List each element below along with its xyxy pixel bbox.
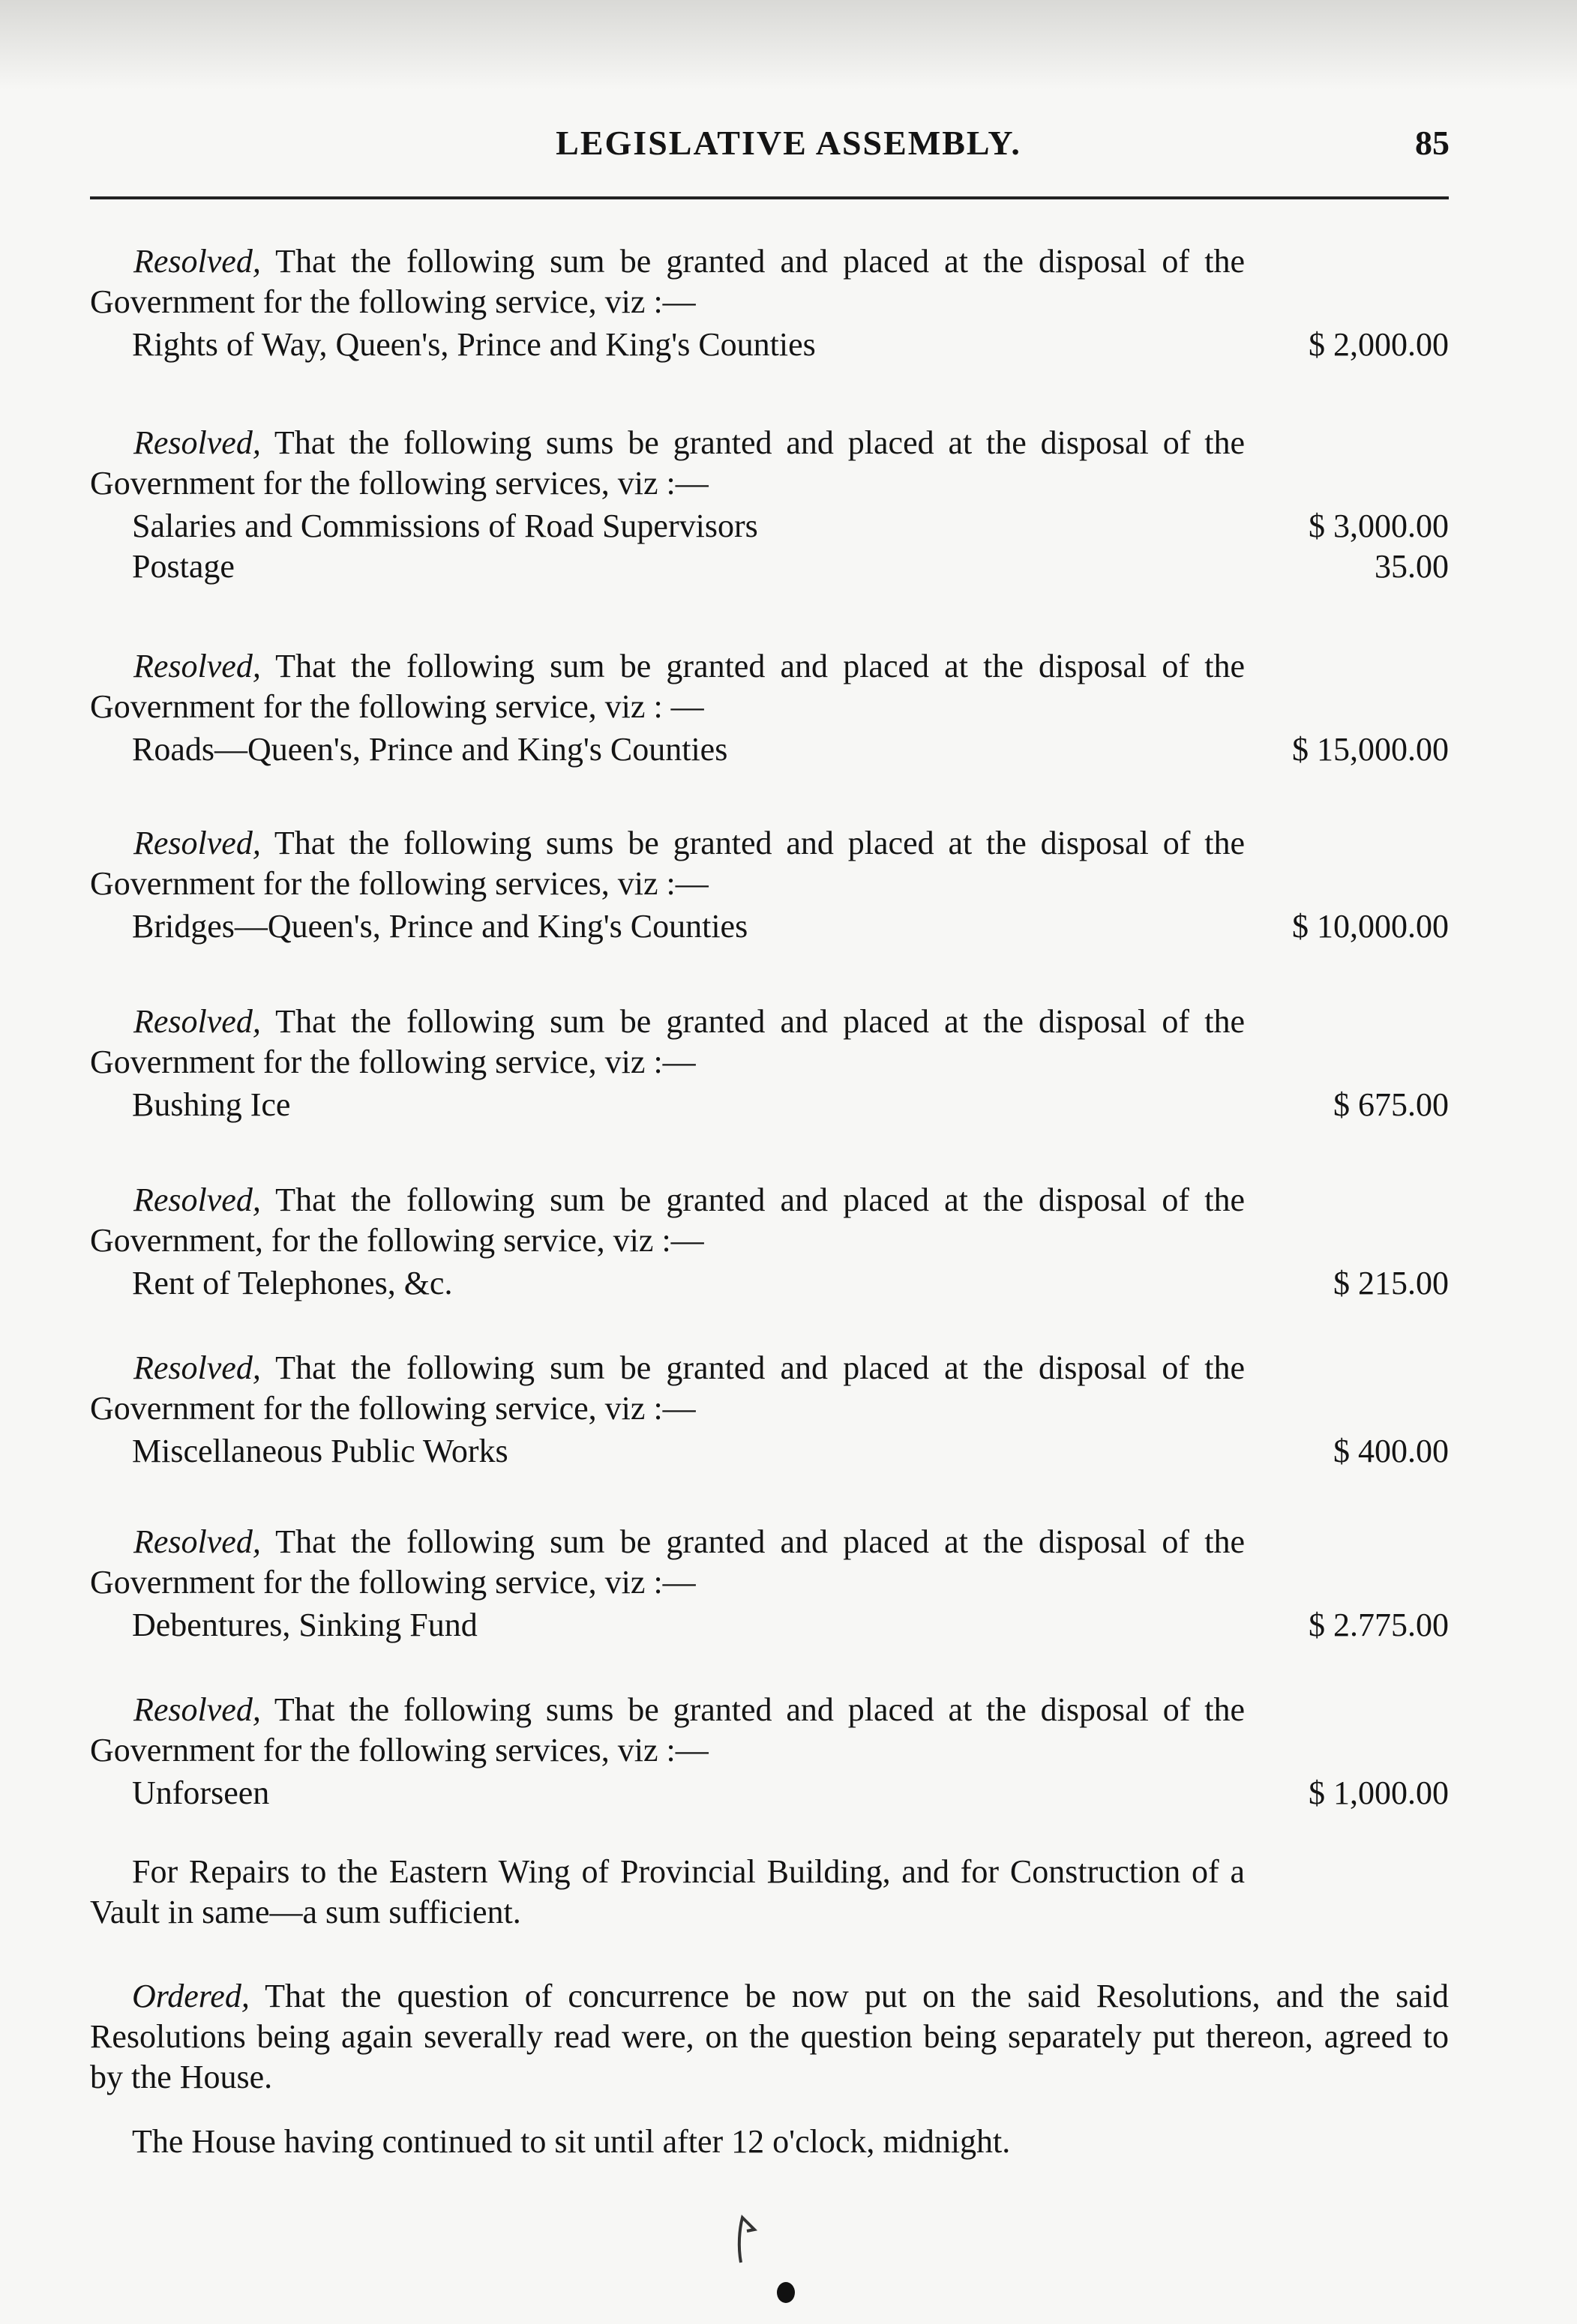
- item-label: Debentures, Sinking Fund: [132, 1607, 478, 1643]
- resolution-5: [90, 1002, 1449, 1128]
- resolution-body: That the following sum be granted and placed at the disposal of the Government for the following service, viz :—: [90, 243, 1245, 320]
- ordered-lead: Ordered,: [132, 1978, 250, 2014]
- resolution-9: [90, 1690, 1449, 1816]
- resolved-lead: Resolved,: [133, 1523, 261, 1560]
- item-amount: 35.00: [1375, 548, 1449, 585]
- appropriation-item: [90, 727, 1449, 772]
- pen-mark-icon: [732, 2213, 762, 2266]
- header-rule: [90, 196, 1449, 199]
- ordered-paragraph: [90, 1976, 1449, 2098]
- appropriation-item: [90, 1603, 1449, 1648]
- ordered-body: That the question of concurrence be now put on the said Resolutions, and the said Resolutions being again severally read were, on the question being separately put thereon, agreed to by the House.: [90, 1978, 1449, 2095]
- item-label: Postage: [132, 548, 235, 585]
- appropriation-item: [90, 544, 1449, 589]
- appropriation-item: [90, 1261, 1449, 1306]
- page-number: 85: [1415, 124, 1450, 162]
- item-amount: $ 675.00: [1333, 1086, 1449, 1123]
- resolution-6: [90, 1180, 1449, 1306]
- appropriation-item: [90, 504, 1449, 549]
- resolution-body: That the following sum be granted and placed at the disposal of the Government for the following service, viz :—: [90, 1003, 1245, 1080]
- item-amount: $ 15,000.00: [1292, 731, 1449, 768]
- resolution-4: [90, 823, 1449, 949]
- resolution-text: [90, 1348, 1245, 1429]
- resolved-lead: Resolved,: [133, 424, 261, 461]
- item-amount: $ 1,000.00: [1309, 1774, 1449, 1811]
- item-label: Salaries and Commissions of Road Supervisors: [132, 508, 758, 544]
- resolution-body: That the following sums be granted and placed at the disposal of the Government for the following services, viz :—: [90, 1691, 1245, 1768]
- resolution-7: [90, 1348, 1449, 1474]
- resolved-lead: Resolved,: [133, 1181, 261, 1218]
- resolved-lead: Resolved,: [133, 825, 261, 861]
- resolved-lead: Resolved,: [133, 1691, 261, 1728]
- resolved-lead: Resolved,: [133, 648, 261, 684]
- resolution-3: [90, 646, 1449, 772]
- resolved-lead: Resolved,: [133, 1349, 261, 1386]
- appropriation-item: [90, 1083, 1449, 1128]
- resolution-body: That the following sum be granted and placed at the disposal of the Government for the following service, viz : —: [90, 648, 1245, 725]
- appropriation-item: [90, 1771, 1449, 1816]
- item-label: Miscellaneous Public Works: [132, 1433, 508, 1469]
- ink-dot: [777, 2282, 795, 2303]
- item-label: Bushing Ice: [132, 1086, 291, 1123]
- resolved-lead: Resolved,: [133, 1003, 261, 1040]
- resolution-text: [90, 423, 1245, 504]
- scan-shading: [0, 0, 1577, 90]
- item-amount: $ 400.00: [1333, 1433, 1449, 1469]
- resolution-body: That the following sums be granted and placed at the disposal of the Government for the following services, viz :—: [90, 424, 1245, 502]
- item-amount: $ 215.00: [1333, 1265, 1449, 1301]
- resolved-lead: Resolved,: [133, 243, 261, 280]
- resolution-text: [90, 823, 1245, 904]
- item-label: Unforseen: [132, 1774, 270, 1811]
- resolution-text: [90, 1522, 1245, 1603]
- repairs-paragraph: For Repairs to the Eastern Wing of Provincial Building, and for Construction of a Vault in same—a sum sufficient.: [90, 1853, 1245, 1930]
- appropriation-item: [90, 322, 1449, 367]
- resolution-text: [90, 1690, 1245, 1771]
- item-amount: $ 2.775.00: [1309, 1607, 1449, 1643]
- running-header-title: LEGISLATIVE ASSEMBLY.: [556, 124, 1021, 162]
- resolution-text: [90, 1002, 1245, 1083]
- item-amount: $ 2,000.00: [1309, 326, 1449, 363]
- appropriation-item: [90, 904, 1449, 949]
- resolution-body: That the following sum be granted and placed at the disposal of the Government for the following service, viz :—: [90, 1523, 1245, 1601]
- resolution-text: [90, 1180, 1245, 1261]
- item-label: Rights of Way, Queen's, Prince and King's Counties: [132, 326, 816, 363]
- resolution-1: [90, 241, 1449, 367]
- resolution-8: [90, 1522, 1449, 1648]
- resolution-body: That the following sum be granted and placed at the disposal of the Government, for the following service, viz :—: [90, 1181, 1245, 1259]
- closing-paragraph: The House having continued to sit until after 12 o'clock, midnight.: [132, 2123, 1011, 2160]
- item-amount: $ 3,000.00: [1309, 508, 1449, 544]
- resolution-2: [90, 423, 1449, 589]
- resolution-body: That the following sums be granted and placed at the disposal of the Government for the following services, viz :—: [90, 825, 1245, 902]
- item-amount: $ 10,000.00: [1292, 908, 1449, 945]
- item-label: Bridges—Queen's, Prince and King's Counties: [132, 908, 748, 945]
- resolution-body: That the following sum be granted and placed at the disposal of the Government for the following service, viz :—: [90, 1349, 1245, 1427]
- item-label: Rent of Telephones, &c.: [132, 1265, 453, 1301]
- appropriation-item: [90, 1429, 1449, 1474]
- resolution-text: [90, 241, 1245, 322]
- resolution-text: [90, 646, 1245, 727]
- item-label: Roads—Queen's, Prince and King's Counties: [132, 731, 728, 768]
